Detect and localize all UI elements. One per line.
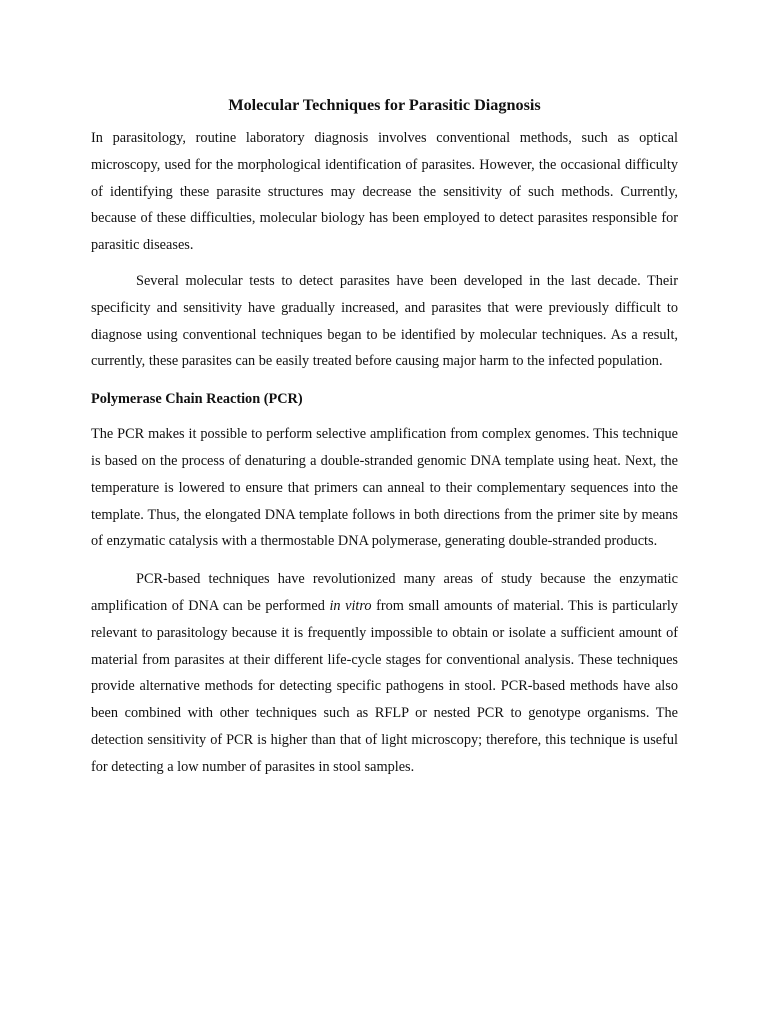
document-title: Molecular Techniques for Parasitic Diagnosis bbox=[228, 96, 541, 114]
document-content bbox=[91, 93, 678, 781]
molecular-tests-paragraph: Several molecular tests to detect parasites have been developed in the last decade. Their specificity and sensitivity have gradually increased, and parasites that were previously difficult to diagnose using conventional techniques began to be identified by molecular techniques. As a result, currently, these parasites can be easily treated before causing major harm to the infected population. bbox=[91, 272, 678, 370]
pcr-techniques-paragraph bbox=[91, 566, 678, 780]
in-vitro-term: in vitro bbox=[329, 597, 372, 614]
pcr-techniques-text-start: PCR-based techniques have revolutionized many areas of study because the enzymatic amplification of DNA can be performed bbox=[91, 571, 678, 614]
pcr-techniques-text-end: from small amounts of material. This is particularly relevant to parasitology because it is frequently impossible to obtain or isolate a sufficient amount of material from parasites at their different life-cycle stages for conventional analysis. These techniques provide alternative methods for detecting specific pathogens in stool. PCR-based methods have also been combined with other techniques such as RFLP or nested PCR to genotype organisms. The detection sensitivity of PCR is higher than that of light microscopy; therefore, this technique is useful for detecting a low number of parasites in stool samples. bbox=[91, 597, 679, 775]
pcr-section-heading: Polymerase Chain Reaction (PCR) bbox=[91, 391, 303, 408]
pcr-description-paragraph: The PCR makes it possible to perform selective amplification from complex genomes. This technique is based on the process of denaturing a double-stranded genomic DNA template using heat. Next, the temperature is lowered to ensure that primers can anneal to their complementary sequences into the template. Thus, the elongated DNA template follows in both directions from the primer site by means of enzymatic catalysis with a thermostable DNA polymerase, generating double-stranded products. bbox=[91, 426, 678, 550]
intro-paragraph: In parasitology, routine laboratory diagnosis involves conventional methods, such as optical microscopy, used for the morphological identification of parasites. However, the occasional difficulty of identifying these parasite structures may decrease the sensitivity of such methods. Currently, because of these difficulties, molecular biology has been employed to detect parasites responsible for parasitic diseases. bbox=[91, 130, 678, 254]
